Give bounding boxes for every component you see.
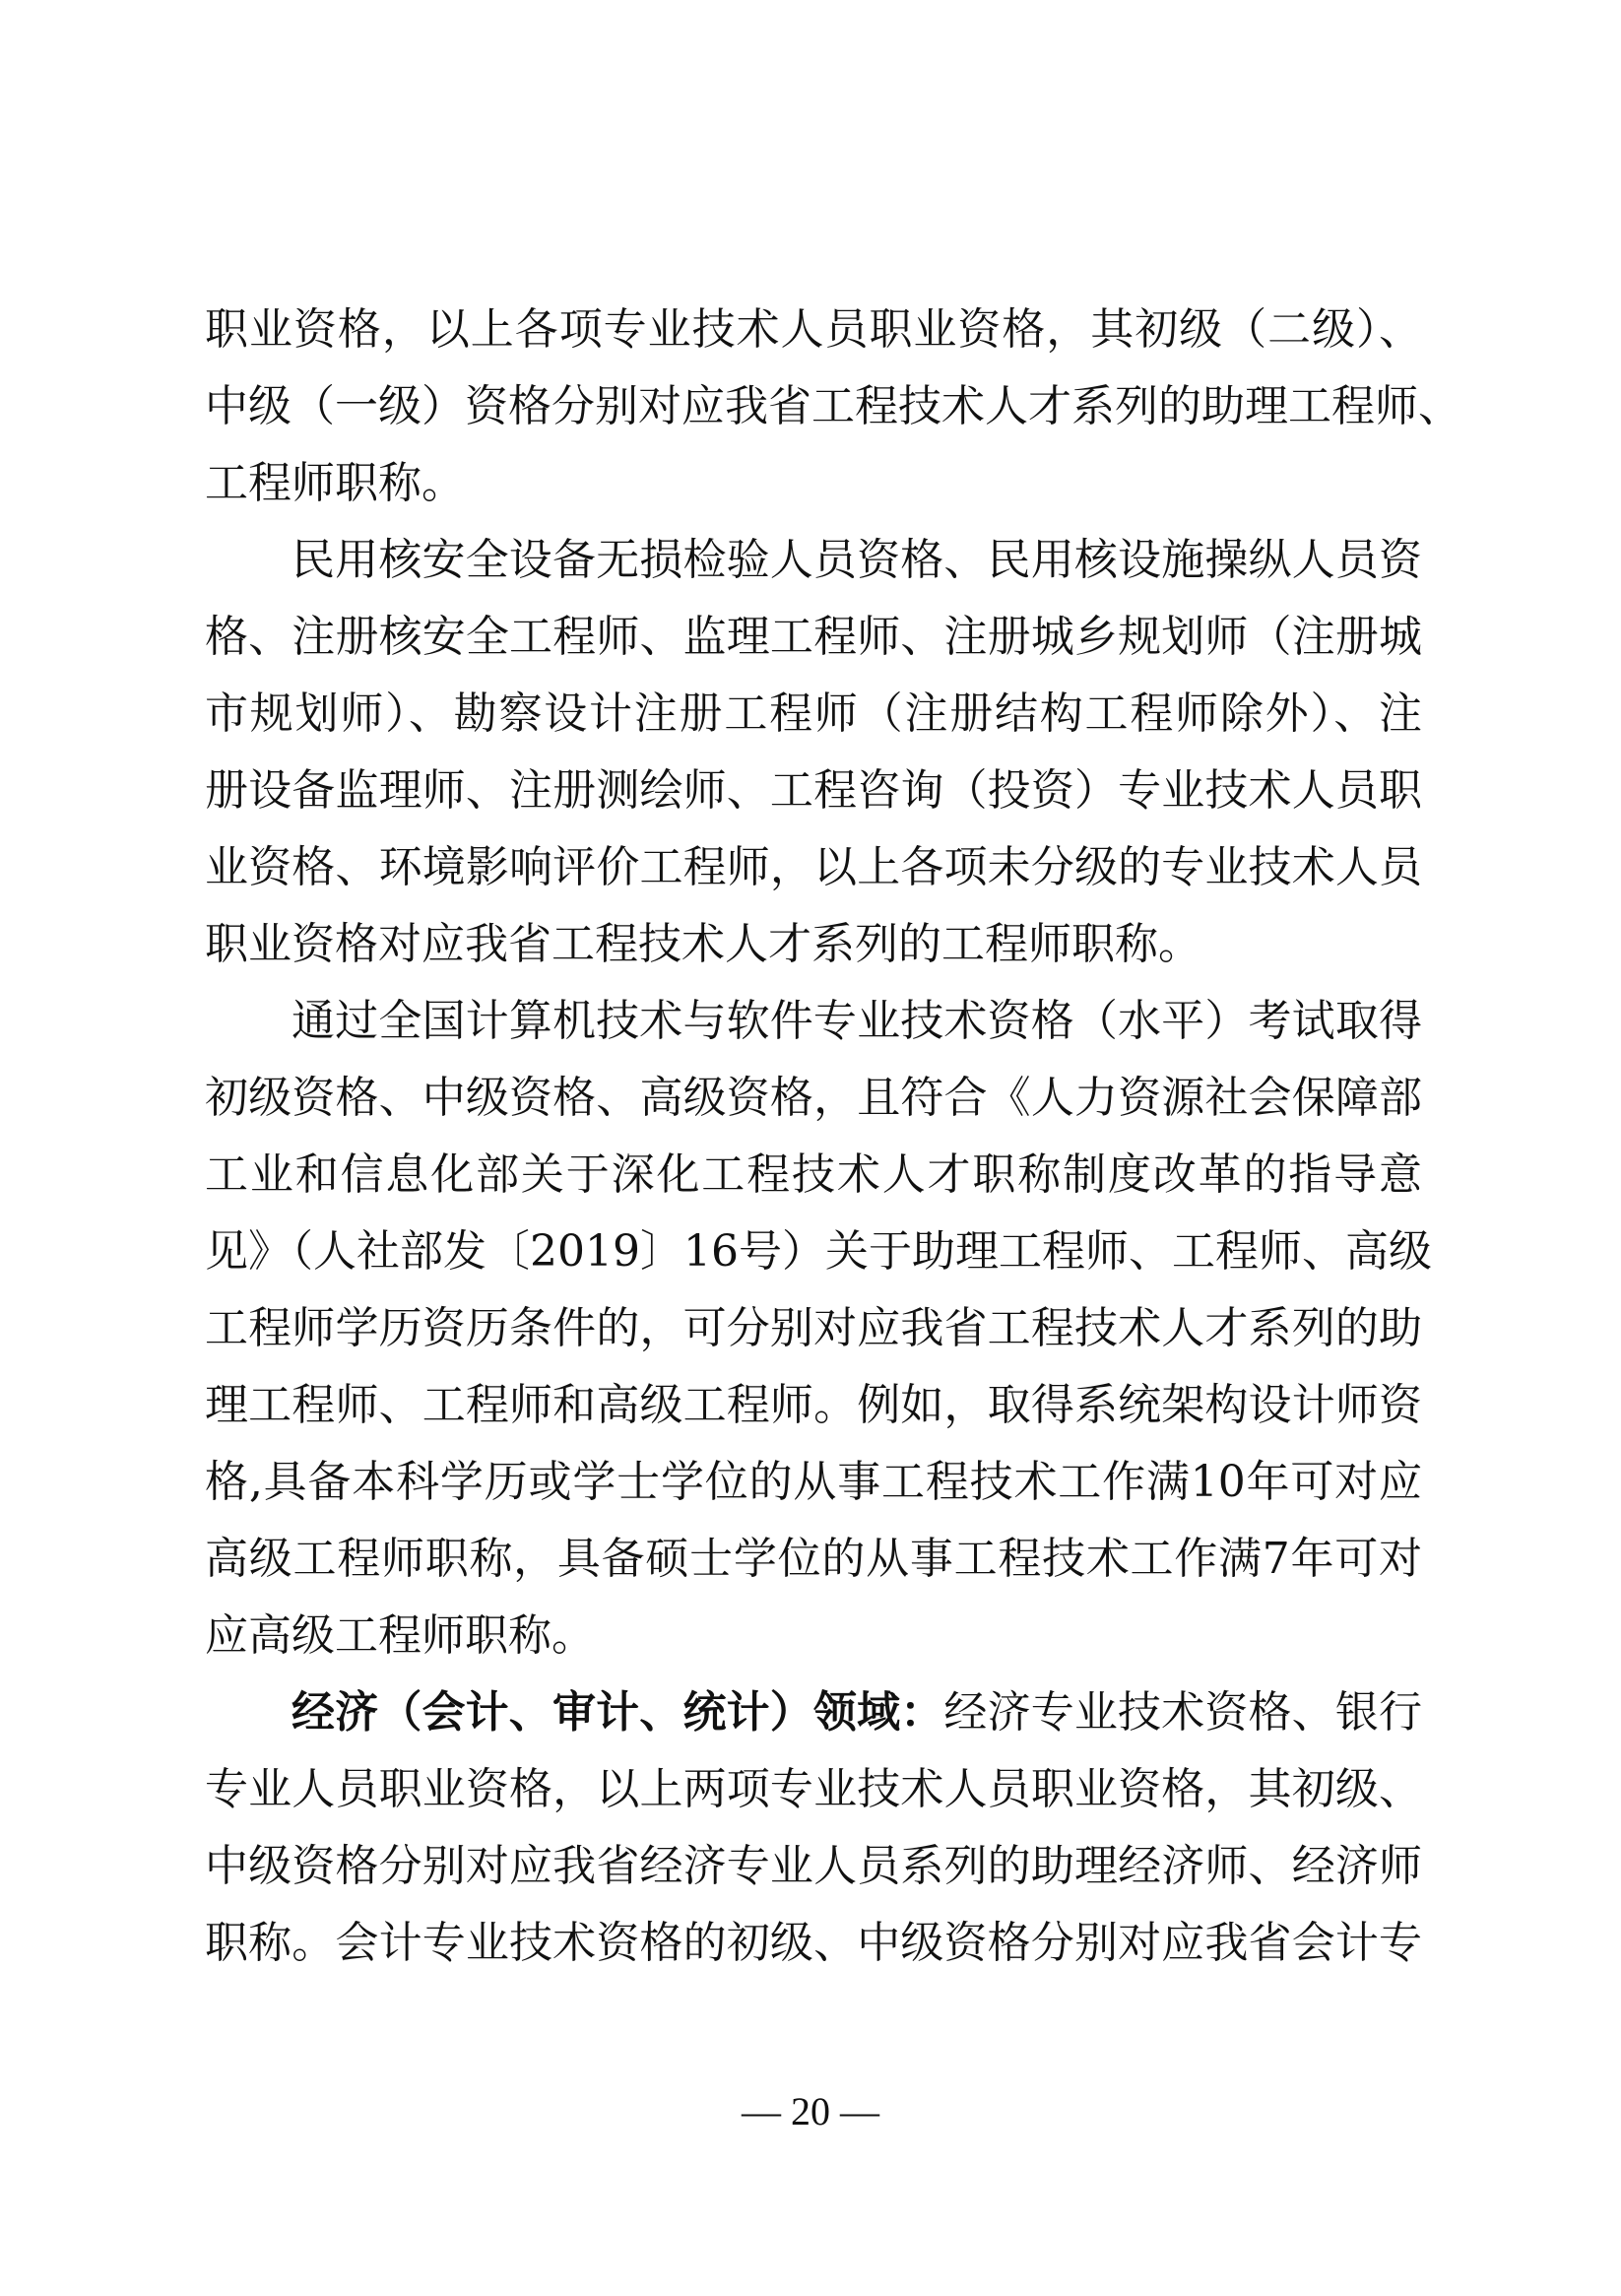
text-line: 工程师学历资历条件的，可分别对应我省工程技术人才系列的助 bbox=[205, 1303, 1422, 1353]
text-line: 高级工程师职称，具备硕士学位的从事工程技术工作满7年可对 bbox=[205, 1534, 1422, 1584]
text-line: 工程师职称。 bbox=[205, 458, 465, 508]
page-number: — 20 — bbox=[742, 2089, 879, 2133]
text-line: 职称。会计专业技术资格的初级、中级资格分别对应我省会计专 bbox=[205, 1918, 1422, 1968]
text-line: 市规划师）、勘察设计注册工程师（注册结构工程师除外）、注 bbox=[205, 689, 1422, 739]
paragraph-start-line: 通过全国计算机技术与软件专业技术资格（水平）考试取得 bbox=[292, 996, 1422, 1046]
text-line: 初级资格、中级资格、高级资格，且符合《人力资源社会保障部 bbox=[205, 1073, 1422, 1123]
text-line: 格,具备本科学历或学士学位的从事工程技术工作满10年可对应 bbox=[205, 1457, 1422, 1507]
economics-first-line-text: 经济专业技术资格、银行 bbox=[943, 1687, 1423, 1738]
text-line: 中级资格分别对应我省经济专业人员系列的助理经济师、经济师 bbox=[205, 1841, 1422, 1891]
text-line: 业资格、环境影响评价工程师，以上各项未分级的专业技术人员 bbox=[205, 842, 1422, 892]
paragraph-start-line: 民用核安全设备无损检验人员资格、民用核设施操纵人员资 bbox=[292, 535, 1422, 585]
text-line: 中级（一级）资格分别对应我省工程技术人才系列的助理工程师、 bbox=[205, 381, 1461, 431]
text-line: 见》（人社部发〔2019〕16号）关于助理工程师、工程师、高级 bbox=[205, 1226, 1432, 1277]
document-body bbox=[205, 292, 1461, 1982]
text-line: 专业人员职业资格，以上两项专业技术人员职业资格，其初级、 bbox=[205, 1764, 1422, 1814]
text-line: 工业和信息化部关于深化工程技术人才职称制度改革的指导意 bbox=[205, 1149, 1422, 1200]
text-line: 理工程师、工程师和高级工程师。例如，取得系统架构设计师资 bbox=[205, 1380, 1422, 1430]
text-line: 职业资格，以上各项专业技术人员职业资格，其初级（二级）、 bbox=[205, 304, 1422, 355]
economics-paragraph-start bbox=[205, 1674, 1422, 1751]
text-line: 应高级工程师职称。 bbox=[205, 1610, 595, 1661]
text-line: 职业资格对应我省工程技术人才系列的工程师职称。 bbox=[205, 919, 1201, 969]
text-line: 册设备监理师、注册测绘师、工程咨询（投资）专业技术人员职 bbox=[205, 765, 1422, 816]
text-line: 格、注册核安全工程师、监理工程师、注册城乡规划师（注册城 bbox=[205, 612, 1422, 662]
economics-heading: 经济（会计、审计、统计）领域： bbox=[292, 1687, 944, 1738]
